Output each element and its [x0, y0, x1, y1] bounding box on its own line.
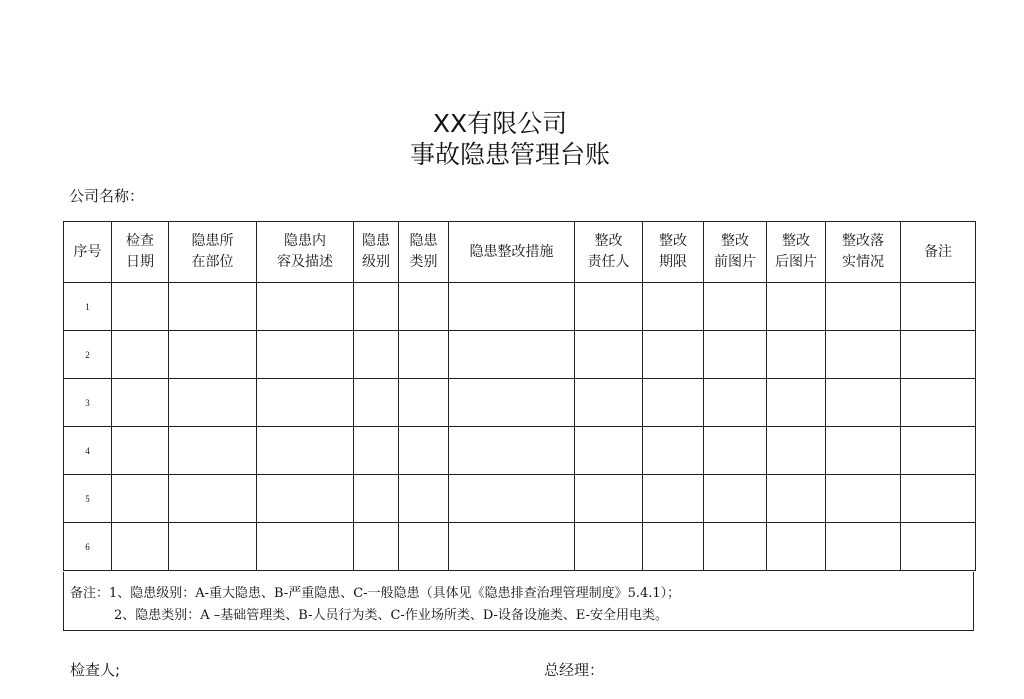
header-label: 整改 前图片	[714, 233, 756, 270]
header-label: 整改落 实情况	[842, 233, 884, 270]
header-deadline	[643, 222, 704, 283]
header-hazard-level	[354, 222, 399, 283]
general-manager-signature-label: 总经理：	[544, 661, 605, 679]
table-cell	[399, 379, 449, 427]
header-label: 整改 后图片	[775, 233, 817, 270]
table-cell	[704, 523, 767, 571]
row-serial-number: 3	[64, 379, 112, 427]
table-cell	[257, 475, 354, 523]
header-label: 整改 期限	[659, 233, 687, 270]
note-hazard-categories: 2、隐患类别：A –基础管理类、B-人员行为类、C-作业场所类、D-设备设施类、E-安全用电类。	[114, 608, 668, 623]
table-cell	[354, 379, 399, 427]
header-label: 隐患所 在部位	[191, 233, 234, 270]
table-cell	[169, 475, 257, 523]
table-cell	[643, 331, 704, 379]
notes-box	[63, 572, 974, 631]
table-cell	[112, 331, 169, 379]
table-cell	[257, 427, 354, 475]
table-cell	[901, 523, 976, 571]
table-cell	[354, 283, 399, 331]
table-cell	[643, 523, 704, 571]
table-cell	[112, 523, 169, 571]
header-responsible-person	[575, 222, 643, 283]
row-serial-number: 1	[64, 283, 112, 331]
table-cell	[704, 427, 767, 475]
header-hazard-category	[399, 222, 449, 283]
table-cell	[767, 427, 826, 475]
table-cell	[704, 331, 767, 379]
header-label: 隐患 级别	[362, 233, 390, 270]
header-inspection-date	[112, 222, 169, 283]
table-cell	[399, 523, 449, 571]
table-row	[64, 379, 976, 427]
table-cell	[112, 475, 169, 523]
table-row	[64, 523, 976, 571]
table-cell	[575, 331, 643, 379]
table-cell	[826, 523, 901, 571]
table-row	[64, 475, 976, 523]
table-cell	[901, 331, 976, 379]
table-cell	[449, 283, 575, 331]
document-title-ledger: 事故隐患管理台账	[409, 140, 610, 169]
table-cell	[354, 523, 399, 571]
table-cell	[575, 427, 643, 475]
table-cell	[767, 331, 826, 379]
document-title-company: XX有限公司	[432, 109, 568, 138]
table-cell	[643, 475, 704, 523]
table-cell	[354, 331, 399, 379]
table-row	[64, 427, 976, 475]
table-cell	[169, 427, 257, 475]
header-label: 整改 责任人	[587, 233, 630, 270]
table-cell	[643, 427, 704, 475]
table-cell	[901, 427, 976, 475]
table-cell	[112, 379, 169, 427]
table-cell	[399, 475, 449, 523]
table-cell	[354, 475, 399, 523]
table-row	[64, 283, 976, 331]
table-cell	[826, 427, 901, 475]
table-cell	[704, 475, 767, 523]
table-cell	[169, 331, 257, 379]
table-cell	[826, 379, 901, 427]
table-cell	[354, 427, 399, 475]
table-cell	[449, 379, 575, 427]
header-label: 隐患整改措施	[469, 243, 554, 260]
table-cell	[826, 283, 901, 331]
header-serial-no	[64, 222, 112, 283]
table-body	[64, 283, 976, 571]
table-cell	[826, 331, 901, 379]
header-hazard-description	[257, 222, 354, 283]
table-row	[64, 331, 976, 379]
table-cell	[169, 523, 257, 571]
header-hazard-location	[169, 222, 257, 283]
row-serial-number: 6	[64, 523, 112, 571]
header-remarks	[901, 222, 976, 283]
inspector-signature-label: 检查人;	[70, 661, 121, 679]
table-cell	[575, 475, 643, 523]
table-cell	[575, 283, 643, 331]
table-cell	[257, 331, 354, 379]
header-label: 备注	[924, 243, 952, 260]
table-cell	[767, 283, 826, 331]
table-cell	[112, 283, 169, 331]
table-cell	[901, 379, 976, 427]
header-implementation-status	[826, 222, 901, 283]
table-cell	[575, 523, 643, 571]
hazard-ledger-table	[63, 221, 976, 571]
table-cell	[901, 475, 976, 523]
table-cell	[704, 283, 767, 331]
table-cell	[257, 379, 354, 427]
table-cell	[901, 283, 976, 331]
note-hazard-levels: 备注：1、隐患级别：A-重大隐患、B-严重隐患、C-一般隐患（具体见《隐患排查治理管理制度》5.4.1）；	[70, 586, 681, 601]
table-cell	[575, 379, 643, 427]
header-rectification-measures	[449, 222, 575, 283]
table-cell	[399, 331, 449, 379]
table-cell	[767, 379, 826, 427]
row-serial-number: 2	[64, 331, 112, 379]
header-label: 隐患 类别	[409, 233, 438, 270]
table-cell	[767, 523, 826, 571]
table-cell	[826, 475, 901, 523]
company-name-label: 公司名称：	[69, 187, 145, 205]
table-cell	[449, 475, 575, 523]
table-cell	[643, 379, 704, 427]
table-cell	[112, 427, 169, 475]
table-cell	[704, 379, 767, 427]
header-label: 序号	[73, 243, 102, 260]
table-cell	[257, 283, 354, 331]
table-cell	[257, 523, 354, 571]
table-cell	[767, 475, 826, 523]
table-cell	[169, 283, 257, 331]
table-cell	[169, 379, 257, 427]
header-before-photo	[704, 222, 767, 283]
table-header-row	[64, 222, 976, 283]
row-serial-number: 5	[64, 475, 112, 523]
row-serial-number: 4	[64, 427, 112, 475]
header-after-photo	[767, 222, 826, 283]
header-label: 隐患内 容及描述	[277, 233, 333, 270]
header-label: 检查 日期	[126, 233, 154, 270]
table-cell	[449, 427, 575, 475]
table-cell	[399, 283, 449, 331]
table-cell	[643, 283, 704, 331]
table-cell	[449, 523, 575, 571]
table-cell	[399, 427, 449, 475]
table-cell	[449, 331, 575, 379]
